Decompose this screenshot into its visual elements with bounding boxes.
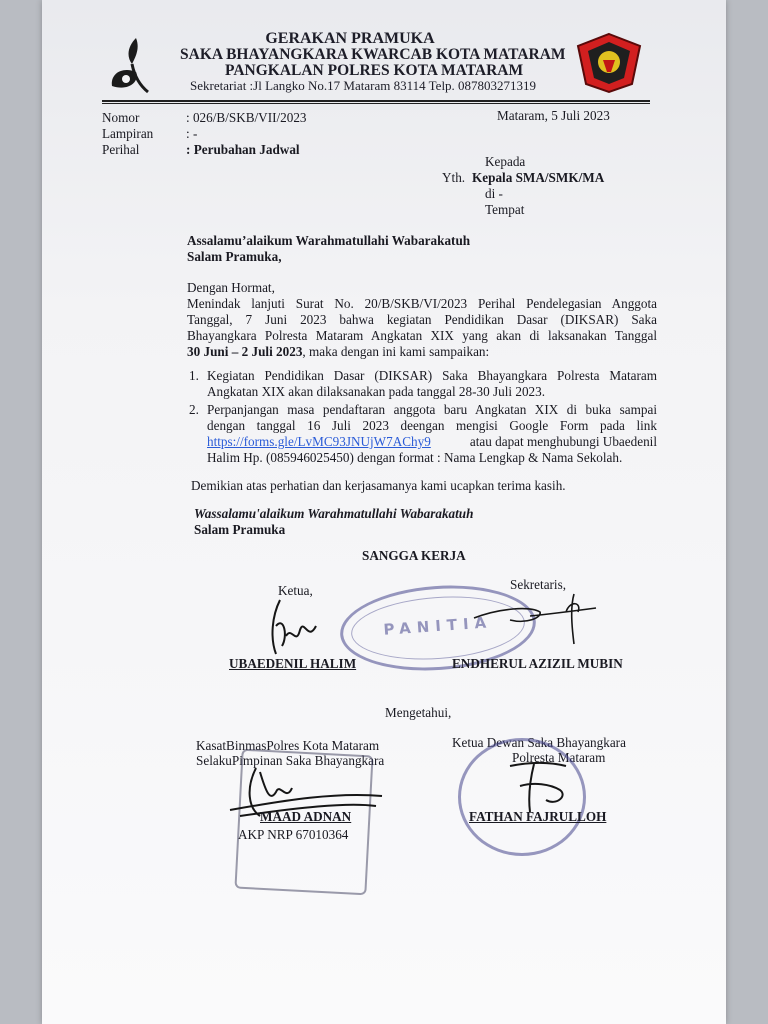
list-item-line: Halim Hp. (085946025450) dengan format : Nama Lengkap & Nama Sekolah. (207, 450, 623, 465)
ketua-signature (266, 596, 326, 663)
body-para-line: Bhayangkara Polresta Mataram Angkatan XIX yang akan di laksanakan Tanggal (187, 328, 657, 343)
header-divider-thin (102, 103, 650, 104)
left-signer-role: SelakuPimpinan Saka Bhayangkara (196, 753, 385, 768)
right-signer-role: Polresta Mataram (512, 750, 606, 765)
right-signer-name: FATHAN FAJRULLOH (469, 809, 607, 824)
left-signer-role: KasatBinmasPolres Kota Mataram (196, 738, 380, 753)
google-form-link[interactable]: https://forms.gle/LvMC93JNUjW7AChy9 (207, 434, 431, 449)
sekretaris-role: Sekretaris, (510, 577, 567, 592)
greeting-salam: Assalamu’alaikum Warahmatullahi Wabarakatuh (187, 233, 471, 248)
nomor-value: : 026/B/SKB/VII/2023 (186, 110, 307, 125)
list-item-tail: atau dapat menghubungi Ubaedenil (469, 434, 657, 449)
list-item-line: Kegiatan Pendidikan Dasar (DIKSAR) Saka Bhayangkara Polresta Mataram (207, 368, 657, 383)
nomor-label: Nomor (102, 110, 140, 125)
body-para-tail: , maka dengan ini kami sampaikan: (302, 344, 490, 359)
letterhead-unit: SAKA BHAYANGKARA KWARCAB KOTA MATARAM (180, 46, 566, 63)
perihal-label: Perihal (102, 142, 140, 157)
ketua-name: UBAEDENIL HALIM (229, 656, 357, 671)
recipient-tempat: Tempat (485, 202, 525, 217)
place-date: Mataram, 5 Juli 2023 (497, 108, 610, 123)
sangga-kerja-heading: SANGGA KERJA (362, 548, 466, 563)
event-date-range: 30 Juni – 2 Juli 2023 (187, 344, 303, 359)
right-signer-role: Ketua Dewan Saka Bhayangkara (452, 735, 626, 750)
body-para-line: Menindak lanjuti Surat No. 20/B/SKB/VI/2023 Perihal Pendelegasian Anggota (187, 296, 657, 311)
sekretaris-signature (470, 588, 600, 653)
signoff-pramuka: Salam Pramuka (194, 522, 286, 537)
perihal-value: : Perubahan Jadwal (186, 142, 300, 157)
stamp-label: PANITIA (382, 613, 493, 639)
sekretaris-name: ENDHERUL AZIZIL MUBIN (452, 656, 623, 671)
list-number: 1. (189, 368, 199, 383)
saka-bhayangkara-emblem-icon (576, 32, 642, 99)
body-para-line (187, 344, 489, 360)
body-para-line: Tanggal, 7 Juni 2023 bahwa kegiatan Pendidikan Dasar (DIKSAR) Saka (187, 312, 657, 327)
letterhead-address: Sekretariat :Jl Langko No.17 Mataram 83114 Telp. 087803271319 (190, 78, 537, 93)
greeting-pramuka: Salam Pramuka, (187, 249, 282, 264)
body-closing: Demikian atas perhatian dan kerjasamanya kami ucapkan terima kasih. (191, 478, 566, 493)
list-item-line: Perpanjangan masa pendaftaran anggota baru Angkatan XIX di buka sampai (207, 402, 657, 417)
left-signer-name: MAAD ADNAN (260, 809, 352, 824)
recipient-di: di - (485, 186, 503, 201)
letterhead-org: GERAKAN PRAMUKA (265, 30, 435, 47)
letterhead-base: PANGKALAN POLRES KOTA MATARAM (225, 62, 524, 79)
body-opening: Dengan Hormat, (187, 280, 275, 295)
header-divider (102, 100, 650, 102)
lampiran-label: Lampiran (102, 126, 154, 141)
ketua-role: Ketua, (278, 583, 313, 598)
scout-logo-icon (106, 34, 154, 103)
list-item-line (207, 434, 657, 450)
recipient-kepada: Kepada (485, 154, 526, 169)
recipient-yth: Yth. (442, 170, 466, 185)
recipient-name: Kepala SMA/SMK/MA (472, 170, 605, 185)
list-item-line: Angkatan XIX akan dilaksanakan pada tanggal 28-30 Juli 2023. (207, 384, 546, 399)
lampiran-value: : - (186, 126, 198, 141)
list-number: 2. (189, 402, 199, 417)
list-item-line: dengan tanggal 16 Juli 2023 deengan mengisi Google Form pada link (207, 418, 657, 433)
mengetahui-label: Mengetahui, (385, 705, 452, 720)
left-signer-nrp: AKP NRP 67010364 (238, 827, 349, 842)
signoff-salam: Wassalamu'alaikum Warahmatullahi Wabarakatuh (194, 506, 474, 521)
